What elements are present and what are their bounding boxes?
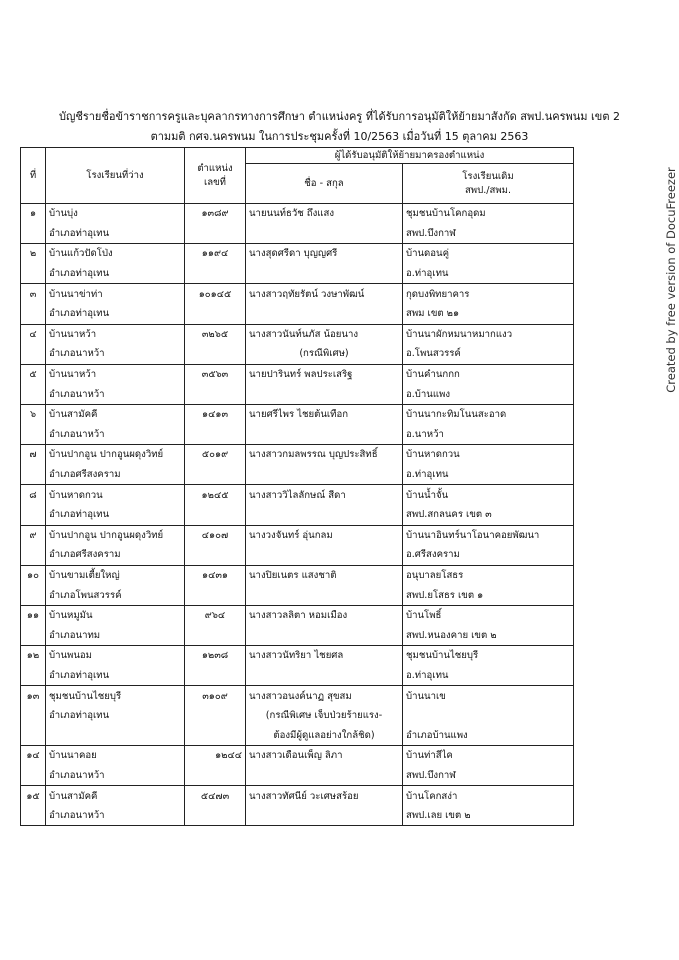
cell-original-area — [403, 706, 574, 726]
cell-district: อำเภอนาหว้า — [46, 384, 185, 404]
cell-position-no: ๑๐๑๔๕ — [185, 284, 246, 304]
table-row — [21, 666, 574, 686]
document-subtitle: ตามมติ กศจ.นครพนม ในการประชุมครั้งที่ 10/2563 เมื่อวันที่ 15 ตุลาคม 2563 — [150, 130, 529, 143]
cell-name: นางสาวนันท์นภัส น้อยนาง — [246, 324, 403, 344]
table-row — [21, 344, 574, 364]
cell-position-no — [185, 806, 246, 826]
cell-name-note: (กรณีพิเศษ เจ็บป่วยร้ายแรง- — [246, 706, 403, 726]
cell-district: อำเภอท่าอุเทน — [46, 304, 185, 324]
cell-name-note — [246, 465, 403, 485]
cell-no — [21, 304, 46, 324]
table-row — [21, 364, 574, 384]
table-row — [21, 625, 574, 645]
cell-name: นายนนท์ธวัช ถึงแสง — [246, 204, 403, 224]
cell-district: อำเภอนาหว้า — [46, 344, 185, 364]
cell-name: นางสาวฤทัยรัตน์ วงษาพัฒน์ — [246, 284, 403, 304]
cell-position-no: ๙๖๔ — [185, 605, 246, 625]
table-row — [21, 264, 574, 284]
cell-no: ๑๒ — [21, 646, 46, 666]
cell-original-area: อ.นาหว้า — [403, 425, 574, 445]
cell-district: อำเภอท่าอุเทน — [46, 224, 185, 244]
cell-position-no — [185, 465, 246, 485]
cell-no — [21, 706, 46, 726]
cell-original-area: อำเภอบ้านแพง — [403, 725, 574, 745]
cell-district: อำเภอศรีสงคราม — [46, 545, 185, 565]
table-row — [21, 686, 574, 706]
cell-school: ชุมชนบ้านไชยบุรี — [46, 686, 185, 706]
header-approved-group: ผู้ได้รับอนุมัติให้ย้ายมาครองตำแหน่ง — [246, 148, 574, 164]
cell-name-note: ต้องมีผู้ดูแลอย่างใกล้ชิด) — [246, 725, 403, 745]
table-row — [21, 284, 574, 304]
header-position-no: ตำแหน่ง เลขที่ — [185, 148, 246, 204]
cell-no: ๔ — [21, 324, 46, 344]
cell-no: ๕ — [21, 364, 46, 384]
cell-district: อำเภอท่าอุเทน — [46, 505, 185, 525]
cell-name: นางสาวลลิตา หอมเมือง — [246, 605, 403, 625]
cell-name-note — [246, 384, 403, 404]
cell-school: บ้านปากอูน ปากอูนผดุงวิทย์ — [46, 525, 185, 545]
transfer-table — [20, 147, 574, 826]
cell-school: บ้านขามเตี้ยใหญ่ — [46, 565, 185, 585]
header-no: ที่ — [21, 148, 46, 204]
cell-name-note — [246, 505, 403, 525]
cell-original-area: สพป.บึงกาฬ — [403, 224, 574, 244]
cell-no: ๑ — [21, 204, 46, 224]
cell-original-school: บ้านนาผักหมนาหมากแงว — [403, 324, 574, 344]
cell-original-area: อ.ท่าอุเทน — [403, 465, 574, 485]
cell-original-area: สพป.เลย เขต ๒ — [403, 806, 574, 826]
cell-district: อำเภอโพนสวรรค์ — [46, 585, 185, 605]
cell-district: อำเภอศรีสงคราม — [46, 465, 185, 485]
table-row — [21, 465, 574, 485]
cell-position-no — [185, 706, 246, 726]
cell-no — [21, 384, 46, 404]
cell-position-no — [185, 264, 246, 284]
cell-school: บ้านแก้วปัดโป่ง — [46, 244, 185, 264]
cell-original-school: บ้านนากะทิมโนนสะอาด — [403, 404, 574, 424]
cell-school: บ้านสามัคคี — [46, 404, 185, 424]
cell-name: นายศรีไพร ไชยต้นเทือก — [246, 404, 403, 424]
cell-name: นางสาวกมลพรรณ บุญประสิทธิ์ — [246, 445, 403, 465]
cell-district: อำเภอนาหว้า — [46, 806, 185, 826]
cell-school: บ้านหมูมัน — [46, 605, 185, 625]
cell-no: ๑๑ — [21, 605, 46, 625]
cell-original-school: บ้านหาดกวน — [403, 445, 574, 465]
cell-no: ๑๐ — [21, 565, 46, 585]
watermark-text: Created by free version of DocuFreezer — [664, 167, 678, 393]
table-row — [21, 485, 574, 505]
cell-no: ๒ — [21, 244, 46, 264]
table-row — [21, 605, 574, 625]
header-vacant-school: โรงเรียนที่ว่าง — [46, 148, 185, 204]
cell-position-no — [185, 384, 246, 404]
cell-original-area: อ.ท่าอุเทน — [403, 666, 574, 686]
cell-position-no: ๑๔๑๓ — [185, 404, 246, 424]
cell-name: นางวงจันทร์ อุ่นกลม — [246, 525, 403, 545]
cell-original-area: สพป.บึงกาฬ — [403, 766, 574, 786]
cell-no — [21, 344, 46, 364]
table-row — [21, 224, 574, 244]
cell-original-school: บ้านน้ำจั้น — [403, 485, 574, 505]
cell-original-area: สพป.สกลนคร เขต ๓ — [403, 505, 574, 525]
cell-position-no — [185, 505, 246, 525]
cell-position-no — [185, 304, 246, 324]
table-row — [21, 244, 574, 264]
cell-original-area: อ.โพนสวรรค์ — [403, 344, 574, 364]
table-row — [21, 706, 574, 726]
cell-position-no — [185, 585, 246, 605]
cell-position-no: ๕๔๗๓ — [185, 786, 246, 806]
cell-original-school: บ้านท่าสีไค — [403, 746, 574, 766]
table-row — [21, 404, 574, 424]
cell-school: บ้านหาดกวน — [46, 485, 185, 505]
table-row — [21, 425, 574, 445]
table-row — [21, 324, 574, 344]
cell-position-no: ๑๒๔๕ — [185, 485, 246, 505]
cell-name-note — [246, 224, 403, 244]
cell-position-no — [185, 725, 246, 745]
cell-name: นางสาวนัทริยา ไชยศล — [246, 646, 403, 666]
header-name: ชื่อ - สกุล — [246, 164, 403, 204]
cell-no — [21, 545, 46, 565]
table-row — [21, 565, 574, 585]
cell-position-no: ๑๓๘๙ — [185, 204, 246, 224]
table-row — [21, 384, 574, 404]
cell-no: ๓ — [21, 284, 46, 304]
table-row — [21, 585, 574, 605]
cell-position-no — [185, 625, 246, 645]
table-row — [21, 646, 574, 666]
table-row — [21, 725, 574, 745]
cell-no — [21, 806, 46, 826]
cell-name-note: (กรณีพิเศษ) — [246, 344, 403, 364]
cell-no — [21, 585, 46, 605]
cell-original-area: สพม เขต ๒๑ — [403, 304, 574, 324]
cell-original-school: บ้านโพธิ์ — [403, 605, 574, 625]
cell-name-note — [246, 585, 403, 605]
cell-name-note — [246, 666, 403, 686]
cell-original-school: บ้านคำนกกก — [403, 364, 574, 384]
cell-no: ๑๔ — [21, 746, 46, 766]
cell-position-no: ๑๔๓๑ — [185, 565, 246, 585]
table-body — [21, 204, 574, 826]
cell-position-no — [185, 344, 246, 364]
cell-position-no: ๑๒๔๔ — [185, 746, 246, 766]
table-row — [21, 445, 574, 465]
cell-district: อำเภอท่าอุเทน — [46, 264, 185, 284]
cell-no: ๑๕ — [21, 786, 46, 806]
cell-name: นางสาวทัศนีย์ วะเศษสร้อย — [246, 786, 403, 806]
table-row — [21, 766, 574, 786]
cell-original-area: สพป.หนองคาย เขต ๒ — [403, 625, 574, 645]
cell-no: ๙ — [21, 525, 46, 545]
cell-no: ๘ — [21, 485, 46, 505]
table-row — [21, 505, 574, 525]
cell-no — [21, 465, 46, 485]
cell-original-school: ชุมชนบ้านโคกอุดม — [403, 204, 574, 224]
cell-position-no: ๓๒๖๕ — [185, 324, 246, 344]
cell-original-school: กุดบงพิทยาคาร — [403, 284, 574, 304]
cell-original-school: ชุมชนบ้านไชยบุรี — [403, 646, 574, 666]
cell-district: อำเภอนาหว้า — [46, 425, 185, 445]
cell-original-area: สพป.ยโสธร เขต ๑ — [403, 585, 574, 605]
cell-no — [21, 766, 46, 786]
cell-no: ๑๓ — [21, 686, 46, 706]
table-row — [21, 806, 574, 826]
table-row — [21, 204, 574, 224]
cell-position-no: ๓๕๖๓ — [185, 364, 246, 384]
cell-no — [21, 725, 46, 745]
cell-name: นายปารินทร์ พลประเสริฐ — [246, 364, 403, 384]
cell-school: บ้านนาคอย — [46, 746, 185, 766]
cell-position-no — [185, 545, 246, 565]
cell-school: บ้านนาข่าท่า — [46, 284, 185, 304]
table-row — [21, 304, 574, 324]
cell-position-no: ๑๒๓๘ — [185, 646, 246, 666]
cell-no: ๗ — [21, 445, 46, 465]
cell-original-area: อ.ท่าอุเทน — [403, 264, 574, 284]
cell-no — [21, 264, 46, 284]
cell-no: ๖ — [21, 404, 46, 424]
cell-position-no: ๔๑๐๗ — [185, 525, 246, 545]
cell-no — [21, 505, 46, 525]
cell-position-no: ๑๑๙๔ — [185, 244, 246, 264]
cell-name: นางสาววิไลลักษณ์ สีดา — [246, 485, 403, 505]
cell-no — [21, 625, 46, 645]
cell-name-note — [246, 806, 403, 826]
cell-original-school: บ้านนาเข — [403, 686, 574, 706]
cell-original-school: บ้านนาอินทร์นาโอนาคอยพัฒนา — [403, 525, 574, 545]
cell-name-note — [246, 766, 403, 786]
cell-name-note — [246, 264, 403, 284]
cell-position-no — [185, 666, 246, 686]
cell-name: นางสาวอนงค์นาฏ สุขสม — [246, 686, 403, 706]
cell-name: นางสาวเดือนเพ็ญ ลิภา — [246, 746, 403, 766]
cell-school: บ้านสามัคคี — [46, 786, 185, 806]
cell-district: อำเภอนาหว้า — [46, 766, 185, 786]
table-row — [21, 545, 574, 565]
cell-position-no: ๕๐๑๙ — [185, 445, 246, 465]
cell-original-school: บ้านโคกสง่า — [403, 786, 574, 806]
cell-position-no — [185, 766, 246, 786]
cell-name: นางปิยเนตร แสงชาติ — [246, 565, 403, 585]
table-row — [21, 746, 574, 766]
cell-district: อำเภอท่าอุเทน — [46, 706, 185, 726]
cell-name-note — [246, 625, 403, 645]
cell-no — [21, 666, 46, 686]
header-original-school: โรงเรียนเดิม สพป./สพม. — [403, 164, 574, 204]
cell-school: บ้านนาหว้า — [46, 364, 185, 384]
cell-original-area: อ.ศรีสงคราม — [403, 545, 574, 565]
cell-no — [21, 224, 46, 244]
cell-position-no — [185, 224, 246, 244]
document-title: บัญชีรายชื่อข้าราชการครูและบุคลากรทางการศึกษา ตำแหน่งครู ที่ได้รับการอนุมัติให้ย้ายมาสังกัด สพป.นครพนม เขต 2 — [59, 110, 620, 123]
cell-school: บ้านนาหว้า — [46, 324, 185, 344]
table-row — [21, 525, 574, 545]
cell-school: บ้านพนอม — [46, 646, 185, 666]
cell-position-no: ๓๑๐๙ — [185, 686, 246, 706]
cell-name: นางสุดศรีดา บุญญศรี — [246, 244, 403, 264]
cell-name-note — [246, 304, 403, 324]
cell-name-note — [246, 545, 403, 565]
cell-position-no — [185, 425, 246, 445]
cell-no — [21, 425, 46, 445]
cell-original-school: อนุบาลยโสธร — [403, 565, 574, 585]
cell-district — [46, 725, 185, 745]
cell-district: อำเภอนาทม — [46, 625, 185, 645]
cell-original-school: บ้านดอนคู่ — [403, 244, 574, 264]
cell-original-area: อ.บ้านแพง — [403, 384, 574, 404]
cell-name-note — [246, 425, 403, 445]
cell-district: อำเภอท่าอุเทน — [46, 666, 185, 686]
cell-school: บ้านปากอูน ปากอูนผดุงวิทย์ — [46, 445, 185, 465]
table-row — [21, 786, 574, 806]
cell-school: บ้านบุ่ง — [46, 204, 185, 224]
